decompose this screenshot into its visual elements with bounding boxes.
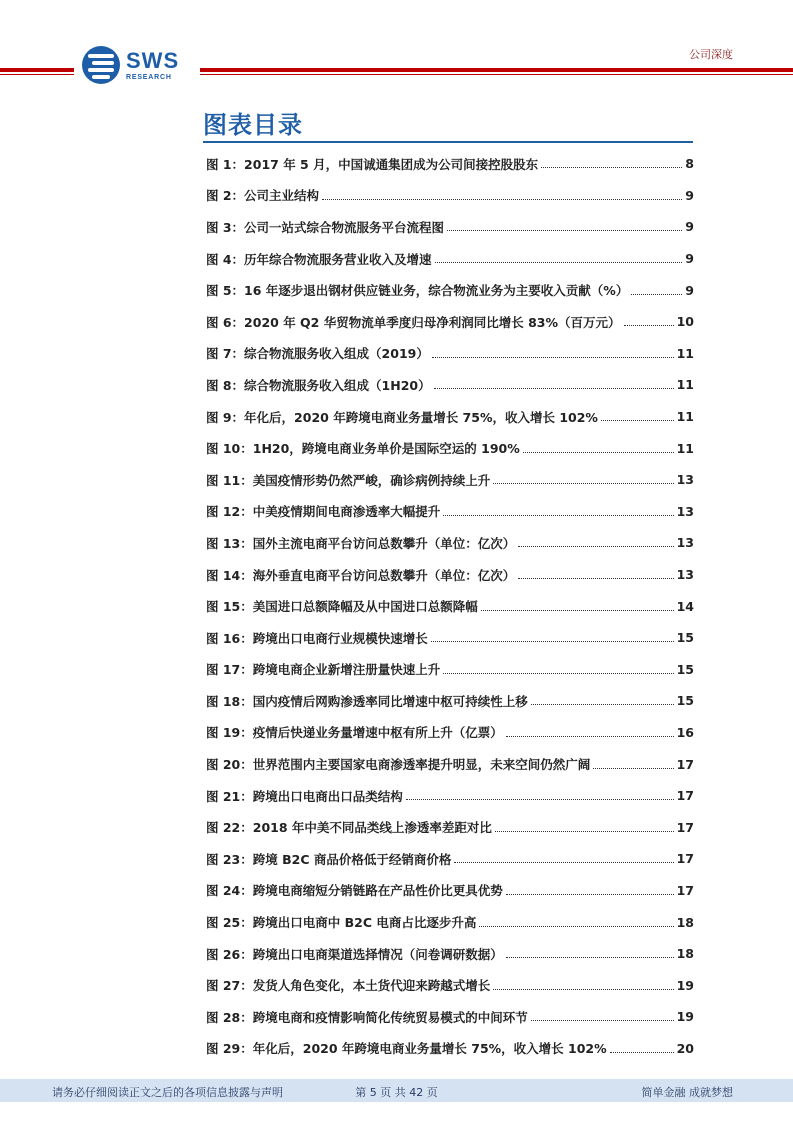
toc-entry-label: 图 17：跨境电商企业新增注册量快速上升 [206, 662, 441, 678]
toc-entry-page: 17 [676, 756, 694, 772]
toc-entry-label: 图 2：公司主业结构 [206, 188, 320, 204]
toc-entry-label: 图 5：16 年逐步退出钢材供应链业务，综合物流业务为主要收入贡献（%） [206, 283, 629, 299]
logo-main-text: SWS [126, 47, 180, 73]
toc-entry[interactable] [206, 654, 694, 686]
toc-entry-page: 14 [676, 598, 694, 614]
toc-entry-page: 13 [676, 535, 694, 551]
toc-leader-dots [518, 578, 673, 579]
toc-entry-label: 图 11：美国疫情形势仍然严峻，确诊病例持续上升 [206, 472, 491, 488]
logo-sub-text: RESEARCH [126, 73, 172, 81]
toc-entry[interactable] [206, 432, 694, 464]
toc-entry-page: 11 [676, 440, 694, 456]
toc-leader-dots [432, 357, 674, 358]
toc-leader-dots [531, 1020, 674, 1021]
footer-page-number: 第 5 页 共 42 页 [355, 1086, 438, 1099]
toc-entry-page: 11 [676, 345, 694, 361]
toc-entry-page: 17 [676, 819, 694, 835]
toc-leader-dots [518, 546, 673, 547]
toc-entry-page: 15 [676, 661, 694, 677]
toc-leader-dots [481, 610, 674, 611]
toc-entry-label: 图 26：跨境出口电商渠道选择情况（问卷调研数据） [206, 946, 503, 962]
footer-slogan: 简单金融 成就梦想 [641, 1086, 733, 1099]
toc-entry[interactable] [206, 401, 694, 433]
toc-leader-dots [443, 673, 673, 674]
toc-entry-label: 图 22：2018 年中美不同品类线上渗透率差距对比 [206, 820, 492, 836]
header-rule-right [200, 68, 793, 72]
toc-leader-dots [506, 894, 674, 895]
toc-leader-dots [322, 199, 682, 200]
toc-entry-page: 19 [676, 977, 694, 993]
toc-entry-page: 9 [685, 219, 694, 235]
toc-entry-page: 17 [676, 882, 694, 898]
toc-entry-label: 图 20：世界范围内主要国家电商渗透率提升明显，未来空间仍然广阔 [206, 757, 591, 773]
toc-entry-page: 13 [676, 472, 694, 488]
toc-entry-page: 10 [676, 314, 694, 330]
toc-entry-page: 15 [676, 630, 694, 646]
toc-entry-label: 图 4：历年综合物流服务营业收入及增速 [206, 251, 432, 267]
toc-entry-page: 9 [685, 251, 694, 267]
toc-leader-dots [506, 957, 674, 958]
toc-entry[interactable] [206, 622, 694, 654]
toc-leader-dots [479, 926, 673, 927]
doc-type-label: 公司深度 [689, 48, 733, 61]
toc-entry-page: 11 [676, 409, 694, 425]
page-title: 图表目录 [203, 111, 303, 139]
toc-entry-page: 17 [676, 851, 694, 867]
toc-entry[interactable] [206, 338, 694, 370]
header-rule-left [0, 68, 74, 72]
toc-entry-page: 9 [685, 187, 694, 203]
toc-entry[interactable] [206, 590, 694, 622]
toc-entry-page: 19 [676, 1009, 694, 1025]
toc-entry-page: 8 [685, 156, 694, 172]
toc-entry-label: 图 9：年化后，2020 年跨境电商业务量增长 75%，收入增长 102% [206, 409, 598, 425]
toc-entry[interactable] [206, 306, 694, 338]
toc-entry-label: 图 10：1H20，跨境电商业务单价是国际空运的 190% [206, 441, 520, 457]
toc-leader-dots [531, 704, 674, 705]
toc-entry[interactable] [206, 274, 694, 306]
toc-leader-dots [523, 452, 674, 453]
toc-entry[interactable] [206, 843, 694, 875]
toc-entry[interactable] [206, 969, 694, 1001]
toc-entry[interactable] [206, 243, 694, 275]
toc-entry-label: 图 12：中美疫情期间电商渗透率大幅提升 [206, 504, 441, 520]
toc-leader-dots [493, 483, 673, 484]
toc-entry-label: 图 23：跨境 B2C 商品价格低于经销商价格 [206, 851, 452, 867]
toc-entry-page: 20 [676, 1040, 694, 1056]
toc-entry-label: 图 3：公司一站式综合物流服务平台流程图 [206, 219, 445, 235]
toc-entry[interactable] [206, 464, 694, 496]
toc-leader-dots [434, 388, 674, 389]
toc-leader-dots [593, 768, 673, 769]
toc-entry[interactable] [206, 906, 694, 938]
toc-entry-label: 图 25：跨境出口电商中 B2C 电商占比逐步升高 [206, 915, 477, 931]
toc-leader-dots [541, 167, 682, 168]
header-rule-right-thin [200, 74, 793, 75]
toc-leader-dots [431, 641, 674, 642]
toc-leader-dots [447, 230, 682, 231]
toc-entry[interactable] [206, 148, 694, 180]
sws-logo-icon [82, 46, 120, 84]
figure-toc-list [206, 148, 694, 1064]
toc-entry-label: 图 27：发货人角色变化，本土货代迎来跨越式增长 [206, 978, 491, 994]
toc-leader-dots [406, 799, 674, 800]
toc-entry[interactable] [206, 180, 694, 212]
toc-entry-label: 图 1：2017 年 5 月，中国诚通集团成为公司间接控股股东 [206, 156, 539, 172]
toc-leader-dots [495, 831, 674, 832]
toc-entry-page: 18 [676, 914, 694, 930]
toc-entry-page: 11 [676, 377, 694, 393]
toc-entry-label: 图 28：跨境电商和疫情影响简化传统贸易模式的中间环节 [206, 1009, 528, 1025]
sws-logo [82, 45, 179, 85]
toc-leader-dots [631, 294, 682, 295]
footer-bar [0, 1079, 793, 1102]
toc-entry[interactable] [206, 1001, 694, 1033]
toc-leader-dots [506, 736, 674, 737]
toc-leader-dots [435, 262, 683, 263]
toc-entry[interactable] [206, 496, 694, 528]
toc-entry-page: 9 [685, 282, 694, 298]
toc-entry-label: 图 7：综合物流服务收入组成（2019） [206, 346, 429, 362]
toc-entry-label: 图 24：跨境电商缩短分销链路在产品性价比更具优势 [206, 883, 503, 899]
toc-entry[interactable] [206, 369, 694, 401]
toc-entry-page: 17 [676, 788, 694, 804]
toc-leader-dots [601, 420, 674, 421]
toc-entry-label: 图 16：跨境出口电商行业规模快速增长 [206, 630, 428, 646]
toc-entry-label: 图 8：综合物流服务收入组成（1H20） [206, 377, 431, 393]
toc-entry-label: 图 21：跨境出口电商出口品类结构 [206, 788, 403, 804]
toc-entry-label: 图 6：2020 年 Q2 华贸物流单季度归母净利润同比增长 83%（百万元） [206, 314, 621, 330]
toc-leader-dots [624, 325, 674, 326]
toc-entry[interactable] [206, 559, 694, 591]
toc-entry-label: 图 13：国外主流电商平台访问总数攀升（单位：亿次） [206, 535, 516, 551]
toc-entry[interactable] [206, 938, 694, 970]
toc-leader-dots [610, 1052, 674, 1053]
toc-entry-label: 图 14：海外垂直电商平台访问总数攀升（单位：亿次） [206, 567, 516, 583]
toc-entry-page: 18 [676, 946, 694, 962]
toc-leader-dots [493, 989, 673, 990]
toc-entry-page: 13 [676, 503, 694, 519]
toc-entry-page: 13 [676, 567, 694, 583]
toc-entry[interactable] [206, 685, 694, 717]
toc-entry-label: 图 29：年化后，2020 年跨境电商业务量增长 75%，收入增长 102% [206, 1041, 607, 1057]
toc-entry[interactable] [206, 811, 694, 843]
toc-entry-label: 图 19：疫情后快递业务量增速中枢有所上升（亿票） [206, 725, 503, 741]
toc-leader-dots [443, 515, 673, 516]
toc-entry[interactable] [206, 780, 694, 812]
title-underline [203, 141, 693, 143]
toc-entry-label: 图 15：美国进口总额降幅及从中国进口总额降幅 [206, 599, 478, 615]
header-rule-left-thin [0, 74, 74, 75]
toc-entry[interactable] [206, 875, 694, 907]
toc-entry-page: 15 [676, 693, 694, 709]
toc-entry-page: 16 [676, 724, 694, 740]
toc-entry[interactable] [206, 211, 694, 243]
toc-entry[interactable] [206, 748, 694, 780]
toc-entry[interactable] [206, 527, 694, 559]
toc-leader-dots [454, 862, 673, 863]
toc-entry-label: 图 18：国内疫情后网购渗透率同比增速中枢可持续性上移 [206, 693, 528, 709]
toc-entry[interactable] [206, 1033, 694, 1065]
toc-entry[interactable] [206, 717, 694, 749]
footer-disclaimer: 请务必仔细阅读正文之后的各项信息披露与声明 [52, 1086, 283, 1099]
